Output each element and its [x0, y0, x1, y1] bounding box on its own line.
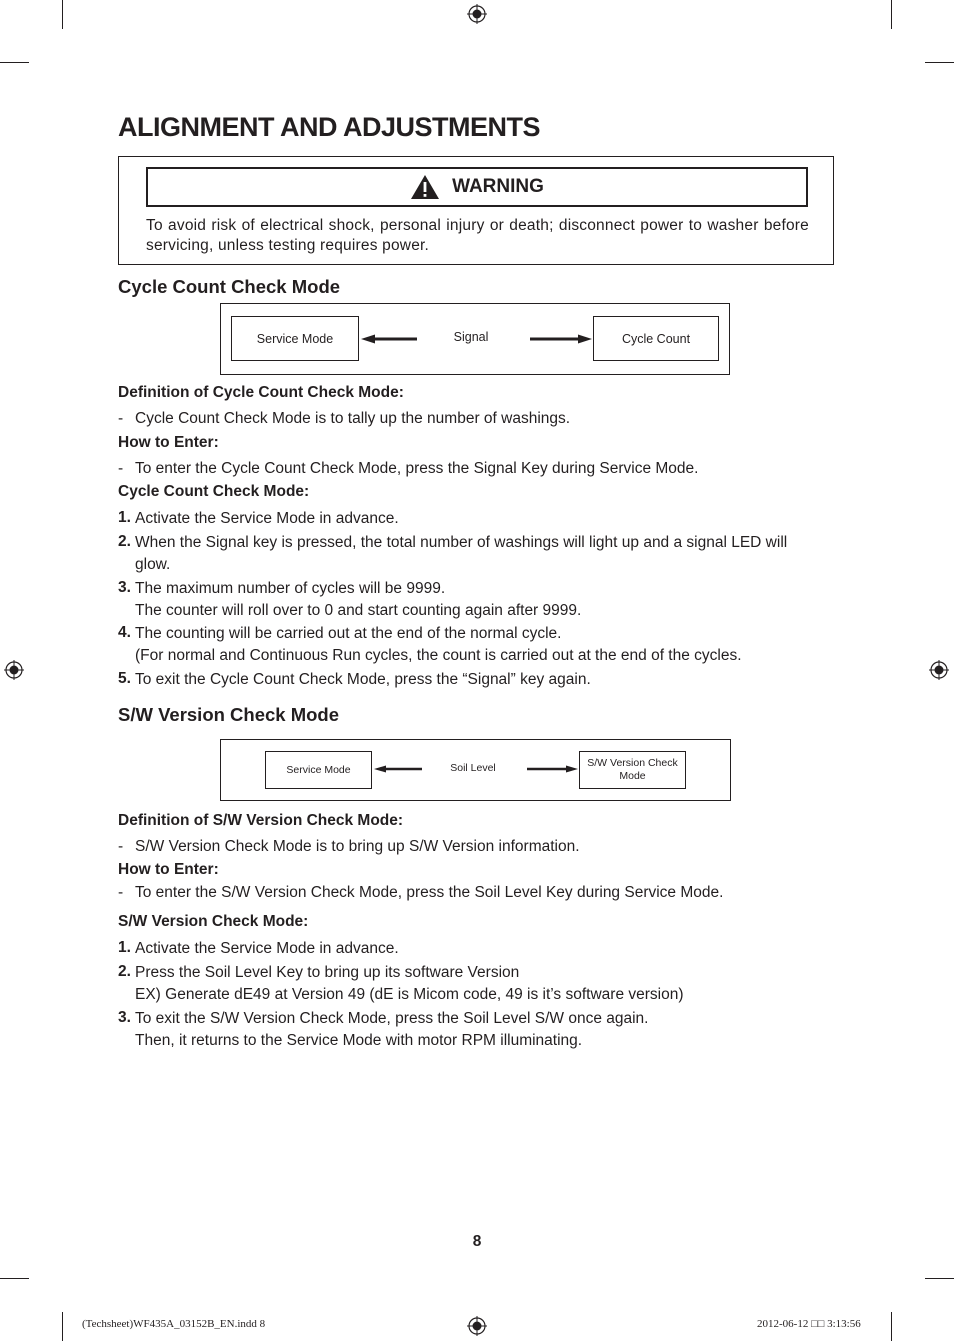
step-number: 2. — [118, 963, 131, 980]
diagram-signal-label: Signal — [453, 330, 489, 344]
crop-mark — [891, 1312, 892, 1341]
arrow-right-icon — [527, 765, 578, 773]
footer-timestamp: 2012-06-12 □□ 3:13:56 — [757, 1318, 861, 1330]
step-text — [135, 532, 835, 576]
step-line: Activate the Service Mode in advance. — [135, 510, 399, 527]
step-line: EX) Generate dE49 at Version 49 (dE is Micom code, 49 is it’s software version) — [135, 986, 684, 1003]
warning-triangle-icon — [410, 174, 440, 200]
crop-mark — [925, 1278, 954, 1279]
step-number: 2. — [118, 533, 131, 550]
step-text — [135, 1008, 835, 1052]
crop-mark — [0, 1278, 29, 1279]
page-number: 8 — [472, 1233, 482, 1250]
step-text — [135, 938, 835, 960]
bullet-dash: - — [118, 838, 124, 855]
diagram-soil-level-label: Soil Level — [450, 762, 496, 774]
arrow-left-icon — [374, 765, 422, 773]
how-to-enter-text: To enter the Cycle Count Check Mode, press the Signal Key during Service Mode. — [135, 460, 699, 477]
bullet-dash: - — [118, 460, 124, 477]
page-title: ALIGNMENT AND ADJUSTMENTS — [118, 112, 540, 142]
how-to-enter-text: To enter the S/W Version Check Mode, press the Soil Level Key during Service Mode. — [135, 884, 724, 901]
diagram-box-label: Cycle Count — [621, 331, 691, 346]
step-line: The counting will be carried out at the end of the normal cycle. — [135, 625, 562, 642]
section-title-sw-version: S/W Version Check Mode — [118, 704, 340, 725]
diagram-box-label: Service Mode — [256, 331, 334, 346]
diagram-box-cycle-count — [593, 316, 719, 361]
step-line: When the Signal key is pressed, the total number of washings will light up and a signal LED will — [135, 534, 788, 551]
crop-mark — [925, 62, 954, 63]
step-number: 1. — [118, 939, 131, 956]
registration-mark-icon — [4, 660, 24, 680]
mode-steps-heading: Cycle Count Check Mode: — [118, 483, 310, 500]
crop-mark — [62, 0, 63, 29]
step-line: The counter will roll over to 0 and start counting again after 9999. — [135, 602, 582, 619]
step-text — [135, 578, 835, 622]
bullet-dash: - — [118, 410, 124, 427]
how-to-enter-heading: How to Enter: — [118, 861, 219, 878]
how-to-enter-heading: How to Enter: — [118, 434, 219, 451]
crop-mark — [0, 62, 29, 63]
registration-mark-icon — [467, 1316, 487, 1336]
step-number: 4. — [118, 624, 131, 641]
definition-text: Cycle Count Check Mode is to tally up the number of washings. — [135, 410, 571, 427]
diagram-box-label: Service Mode — [286, 764, 351, 776]
step-line: To exit the S/W Version Check Mode, press the Soil Level S/W once again. — [135, 1010, 649, 1027]
arrow-right-icon — [530, 334, 592, 344]
step-number: 1. — [118, 509, 131, 526]
crop-mark — [891, 0, 892, 29]
step-text — [135, 962, 835, 1006]
diagram-box-service-mode — [231, 316, 359, 361]
bullet-dash: - — [118, 884, 124, 901]
diagram-box-sw-version-check-mode — [579, 751, 686, 789]
step-text — [135, 669, 835, 691]
registration-mark-icon — [467, 4, 487, 24]
step-line: glow. — [135, 556, 171, 573]
section-title-cycle-count: Cycle Count Check Mode — [118, 276, 341, 297]
registration-mark-icon — [929, 660, 949, 680]
step-line: Then, it returns to the Service Mode with motor RPM illuminating. — [135, 1032, 583, 1049]
step-line: (For normal and Continuous Run cycles, the count is carried out at the end of the cycles. — [135, 647, 742, 664]
step-text — [135, 623, 835, 667]
warning-banner — [146, 167, 808, 207]
definition-heading: Definition of S/W Version Check Mode: — [118, 812, 404, 829]
step-number: 3. — [118, 1009, 131, 1026]
crop-mark — [62, 1312, 63, 1341]
definition-heading: Definition of Cycle Count Check Mode: — [118, 384, 404, 401]
warning-text: To avoid risk of electrical shock, personal injury or death; disconnect power to washer before servicing, unless testing requires power. — [146, 217, 809, 254]
step-line: Press the Soil Level Key to bring up its software Version — [135, 964, 520, 981]
footer-filename: (Techsheet)WF435A_03152B_EN.indd 8 — [82, 1318, 266, 1330]
sw-version-diagram — [220, 739, 731, 801]
warning-label: WARNING — [452, 176, 544, 197]
definition-text: S/W Version Check Mode is to bring up S/W Version information. — [135, 838, 580, 855]
step-line: The maximum number of cycles will be 9999. — [135, 580, 446, 597]
diagram-box-service-mode — [265, 751, 372, 789]
mode-steps-heading: S/W Version Check Mode: — [118, 913, 309, 930]
step-text — [135, 508, 835, 530]
step-line: To exit the Cycle Count Check Mode, press the “Signal” key again. — [135, 671, 591, 688]
cycle-count-diagram — [220, 303, 730, 375]
step-line: Activate the Service Mode in advance. — [135, 940, 399, 957]
arrow-left-icon — [361, 334, 417, 344]
step-number: 3. — [118, 579, 131, 596]
step-number: 5. — [118, 670, 131, 687]
diagram-box-label: S/W Version Check Mode — [587, 757, 678, 782]
